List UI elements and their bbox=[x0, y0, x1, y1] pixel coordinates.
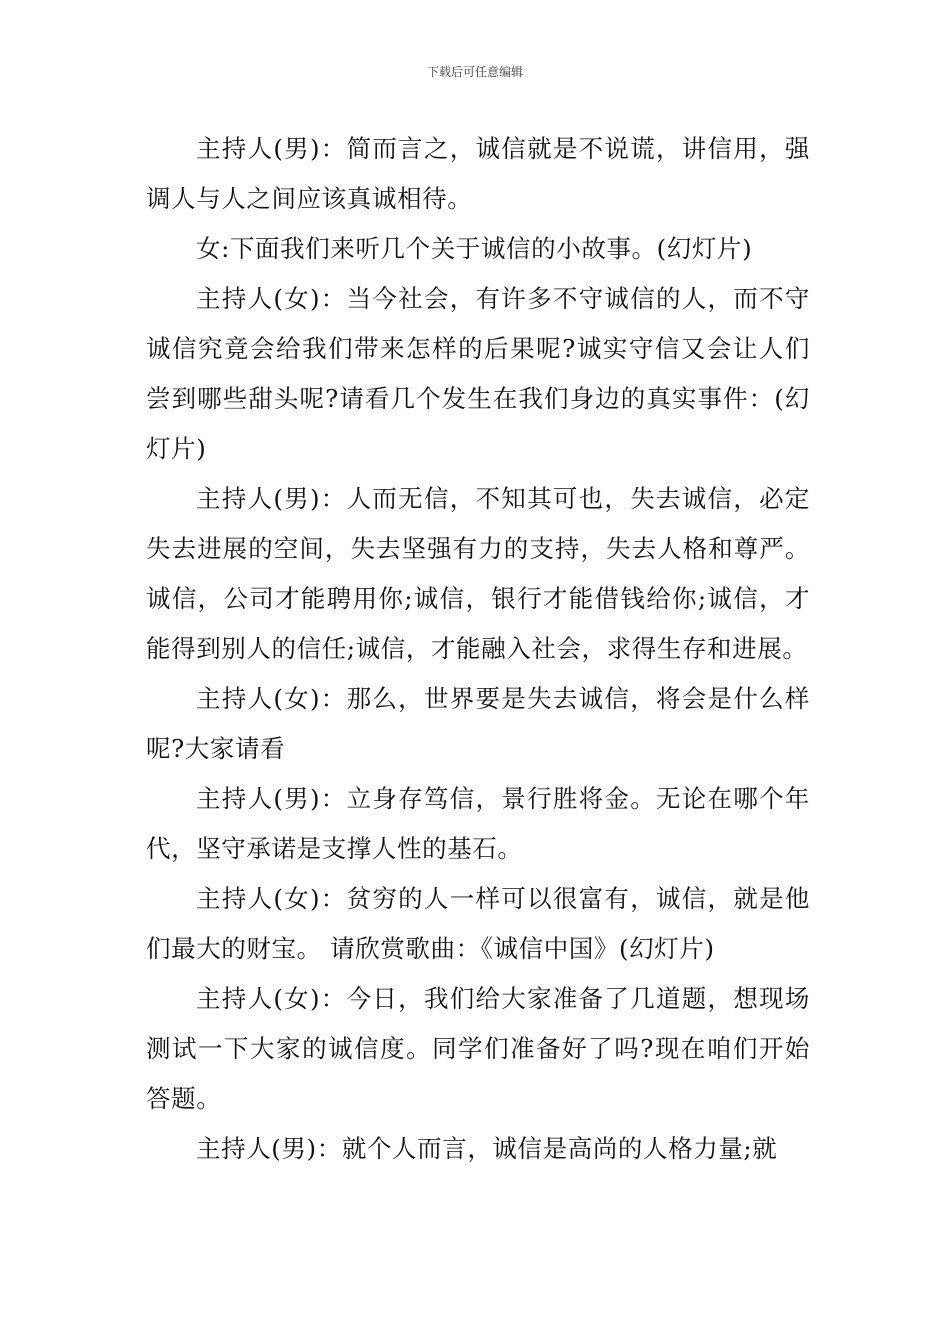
document-body bbox=[146, 124, 810, 1174]
paragraph: 主持人(女)：那么，世界要是失去诚信，将会是什么样呢?大家请看 bbox=[146, 684, 810, 763]
paragraph: 主持人(男)：立身存笃信，景行胜将金。无论在哪个年代，坚守承诺是支撑人性的基石。 bbox=[146, 784, 810, 863]
paragraph: 主持人(女)：今日，我们给大家准备了几道题，想现场测试一下大家的诚信度。同学们准备好了吗?现在咱们开始答题。 bbox=[146, 984, 810, 1113]
paragraph: 主持人(女)：当今社会，有许多不守诚信的人，而不守诚信究竟会给我们带来怎样的后果呢?诚实守信又会让人们尝到哪些甜头呢?请看几个发生在我们身边的真实事件：(幻灯片) bbox=[146, 284, 811, 463]
paragraph: 主持人(男)：简而言之，诚信就是不说谎，讲信用，强调人与人之间应该真诚相待。 bbox=[146, 134, 810, 213]
paragraph: 女:下面我们来听几个关于诚信的小故事。(幻灯片) bbox=[196, 234, 753, 263]
paragraph: 主持人(女)：贫穷的人一样可以很富有，诚信，就是他们最大的财宝。 请欣赏歌曲：《诚信中国》(幻灯片) bbox=[146, 884, 810, 963]
paragraph: 主持人(男)：就个人而言，诚信是高尚的人格力量;就 bbox=[196, 1134, 778, 1163]
paragraph: 主持人(男)：人而无信，不知其可也，失去诚信，必定失去进展的空间，失去坚强有力的支持，失去人格和尊严。诚信，公司才能聘用你;诚信，银行才能借钱给你;诚信，才能得到别人的信任;诚信，才能融入社会，求得生存和进展。 bbox=[146, 484, 810, 663]
page-header: 下载后可任意编辑 bbox=[426, 65, 523, 79]
